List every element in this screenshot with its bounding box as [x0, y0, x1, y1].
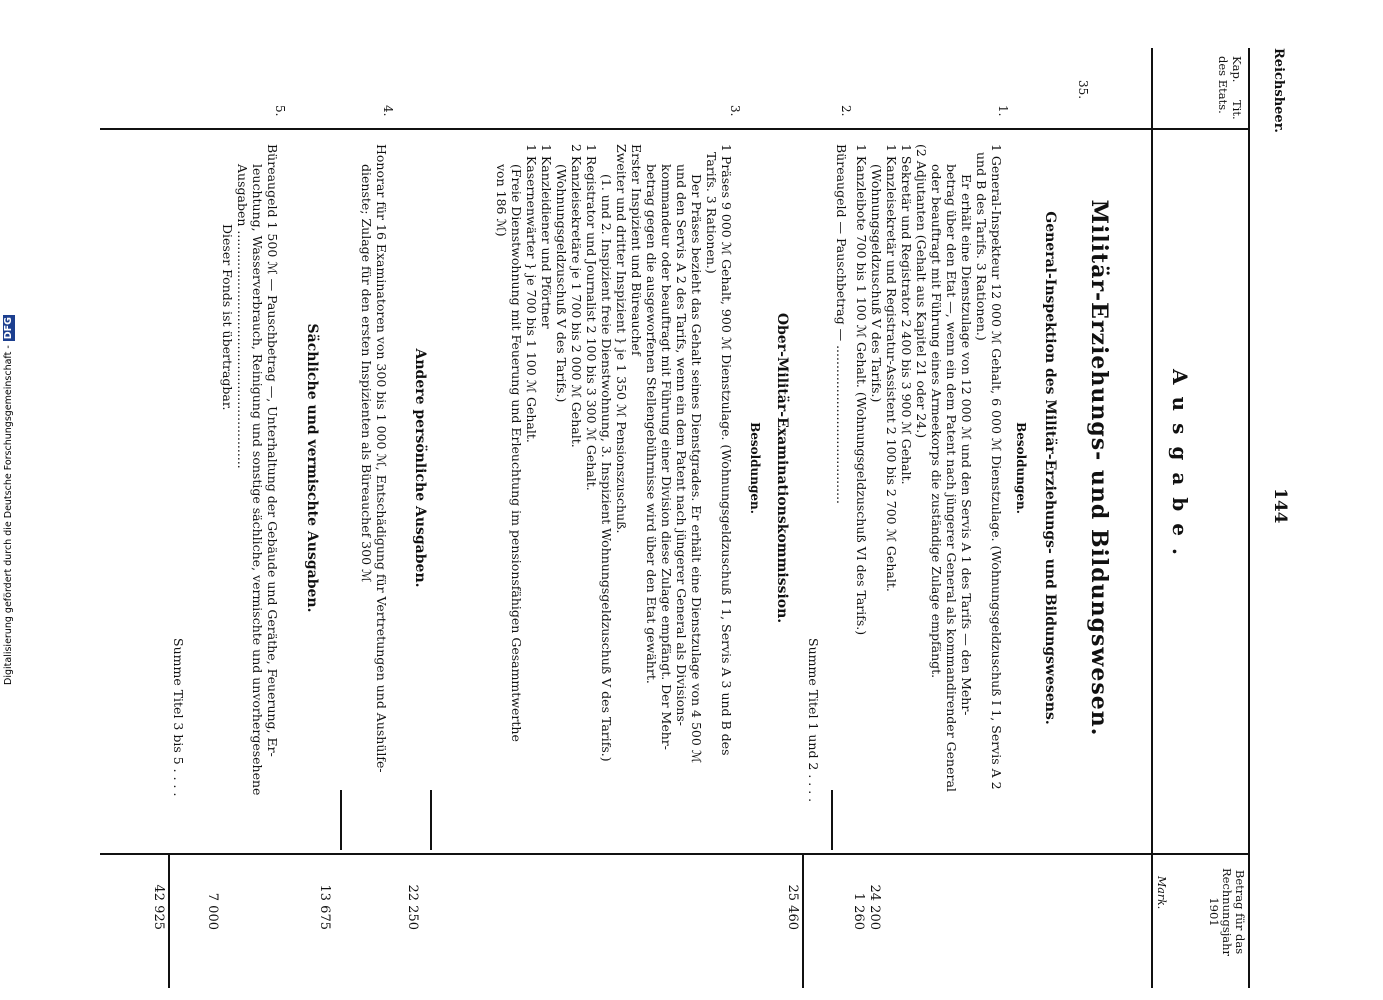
tit5-line: Dieser Fonds ist übertragbar. [220, 224, 235, 411]
sum-rule-1 [802, 854, 804, 988]
tit-number-1: 1. [996, 105, 1010, 117]
document-page [40, 48, 1290, 998]
amount-tit5: 7 000 [205, 892, 220, 930]
tit4-text [359, 144, 389, 773]
tit-number-2: 2. [839, 105, 853, 117]
sum-rule-2 [168, 854, 170, 988]
sum-underline-1 [831, 790, 833, 850]
tit5-line: Büreaugeld 1 500 ℳ — Pauschbetrag —, Unterhaltung der Gebäude und Geräthe, Feuerung, Er- [265, 144, 280, 757]
tit1-line: 1 Kanzleisekretär und Registratur-Assistent 2 100 bis 2 700 ℳ Gehalt. [884, 144, 899, 592]
tit1-line: 1 Sekretär und Registrator 2 400 bis 3 900 ℳ Gehalt. [899, 144, 914, 485]
tit2-text: Büreaugeld — Pauschbetrag — ........................................ [834, 144, 849, 505]
tit1-line: oder beauftragt mit Führung eines Armeekorps die zuständige Zulage empfängt. [929, 164, 944, 679]
tit1-text [854, 144, 1004, 792]
column-tit: Tit. [1230, 100, 1244, 120]
tit-number-4: 4. [381, 105, 395, 117]
column-mark: Mark. [1155, 876, 1168, 910]
tit3-text [494, 144, 734, 763]
section-ober-militaer: Ober-Militär-Examinationskommission. [774, 312, 790, 624]
tit3-underline [430, 790, 432, 850]
amount-tit1: 24 200 [867, 884, 882, 930]
tit4-line: Honorar für 16 Examinatoren von 300 bis 1 000 ℳ, Entschädigung für Vertretungen und Aushülfe- [374, 144, 389, 773]
amount-tit3: 22 250 [405, 884, 420, 930]
tit1-line: (Wohnungsgeldzuschuß V des Tarifs.) [869, 164, 884, 403]
amount-sum-3-5: 42 925 [151, 884, 166, 930]
tit3-line: 1 Registrator und Journalist 2 100 bis 3 300 ℳ Gehalt. [584, 144, 599, 491]
tit1-line: und B des Tarifs. 3 Rationen.) [974, 152, 989, 341]
sum-tit-1-2-label: Summe Titel 1 und 2 . . . . [806, 638, 821, 803]
tit3-line: und den Servis A 2 des Tarifs, wenn ein dem Patent nach jüngerer General als Divisions- [674, 164, 689, 726]
amount-column-rule [100, 853, 1250, 855]
tit3-line: von 186 ℳ) [494, 164, 509, 237]
dfg-note-label: Digitalisierung gefördert durch die Deutsche Forschungsgemeinschaft - [3, 345, 14, 685]
section-saechliche: Sächliche und vermischte Ausgaben. [304, 323, 320, 613]
section-besoldungen-2: Besoldungen. [748, 422, 762, 514]
column-etats-label: des Etats. [1216, 56, 1230, 114]
tit1-line: 1 General-Inspekteur 12 000 ℳ Gehalt, 6 000 ℳ Dienstzulage. (Wohnungsgeldzuschuß I 1, Servis A 2 [989, 144, 1004, 790]
dfg-side-note [0, 0, 18, 1000]
tit1-line: (2 Adjutanten (Gehalt aus Kapitel 21 oder 24.) [914, 144, 929, 439]
tit5-line: Ausgaben ............................................................ [235, 164, 250, 469]
tit3-line: 1 Kanzleidiener und Pförtner [539, 144, 554, 329]
header-bottom-rule [1151, 48, 1153, 988]
tit3-line: kommandeur oder beauftragt mit Führung einer Division diese Zulage empfängt. Der Mehr- [659, 164, 674, 750]
tit3-line: (Freie Dienstwohnung mit Feuerung und Erleuchtung im pensionsfähigen Gesammtwerthe [509, 164, 524, 742]
amount-tit2: 1 260 [851, 892, 866, 930]
tit4-line: dienste; Zulage für den ersten Inspizienten als Büreauchef 300 ℳ [359, 164, 374, 583]
column-kap-label: Kap. [1230, 56, 1244, 83]
chapter-number: 35. [1076, 80, 1090, 100]
tit-number-3: 3. [728, 105, 742, 117]
running-head: Reichsheer. [1271, 48, 1286, 133]
subtitle-ausgabe: Ausgabe. [1168, 369, 1192, 567]
tit5-text [220, 144, 280, 795]
dfg-logo: DFG [3, 317, 14, 340]
tit3-line: Der Präses bezieht das Gehalt seines Dienstgrades. Er erhält eine Dienstzulage von 4 500 ℳ [689, 174, 704, 764]
section-besoldungen-1: Besoldungen. [1014, 422, 1028, 514]
amount-sum-1-2: 25 460 [785, 884, 800, 930]
tit1-line: betrag über den Etat —, wenn ein dem Patent nach jüngerer General als kommandirender General [944, 164, 959, 792]
page-number: 144 [1270, 488, 1290, 524]
tit1-line: Er erhält eine Dienstzulage von 12 000 ℳ und den Servis A 1 des Tarifs — den Mehr- [959, 174, 974, 716]
section-andere: Andere persönliche Ausgaben. [412, 348, 428, 588]
amount-tit4: 13 675 [317, 884, 332, 930]
page-title: Militär-Erziehungs- und Bildungswesen. [1086, 199, 1112, 737]
tit3-line: Erster Inspizient und Büreauchef [629, 144, 644, 356]
tit3-line: Zweiter und dritter Inspizient } je 1 350 ℳ Pensionszuschuß. [614, 144, 629, 534]
tit3-line: Tarifs. 3 Rationen.) [704, 152, 719, 274]
tit3-line: (1. und 2. Inspizient freie Dienstwohnung, 3. Inspizient Wohnungsgeldzuschuß V des Tarifs.) [599, 174, 614, 762]
tit3-line: 1 Präses 9 000 ℳ Gehalt, 900 ℳ Dienstzulage. (Wohnungsgeldzuschuß I 1, Servis A 3 und B des [719, 144, 734, 756]
tit3-line: betrag gegen die ausgeworfenen Stellengebührnisse wird über den Etat gewährt. [644, 164, 659, 684]
tit3-line: (Wohnungsgeldzuschuß V des Tarifs.) [554, 164, 569, 403]
section-general-inspektion: General-Inspektion des Militär-Erziehungs- und Bildungswesens. [1042, 211, 1058, 725]
sum-tit-3-5-label: Summe Titel 3 bis 5 . . . . [171, 638, 186, 797]
tit1-line: 1 Kanzleibote 700 bis 1 100 ℳ Gehalt. (Wohnungsgeldzuschuß VI des Tarifs.) [854, 144, 869, 636]
tit5-line: leuchtung, Wasserverbrauch, Reinigung und sonstige sächliche, vermischte und unvorhergesehene [250, 164, 265, 796]
tit3-line: 1 Kasernenwärter } je 700 bis 1 100 ℳ Gehalt. [524, 144, 539, 443]
tit-column-rule [100, 128, 1250, 130]
tit3-line: 2 Kanzleisekretäre je 1 700 bis 2 000 ℳ Gehalt. [569, 144, 584, 448]
dfg-note-text [0, 0, 18, 1000]
column-betrag: Betrag für das Rechnungsjahr 1901 [1207, 867, 1247, 957]
tit-number-5: 5. [273, 105, 287, 117]
tit4-underline [340, 790, 342, 850]
header-top-rule [1248, 48, 1250, 988]
